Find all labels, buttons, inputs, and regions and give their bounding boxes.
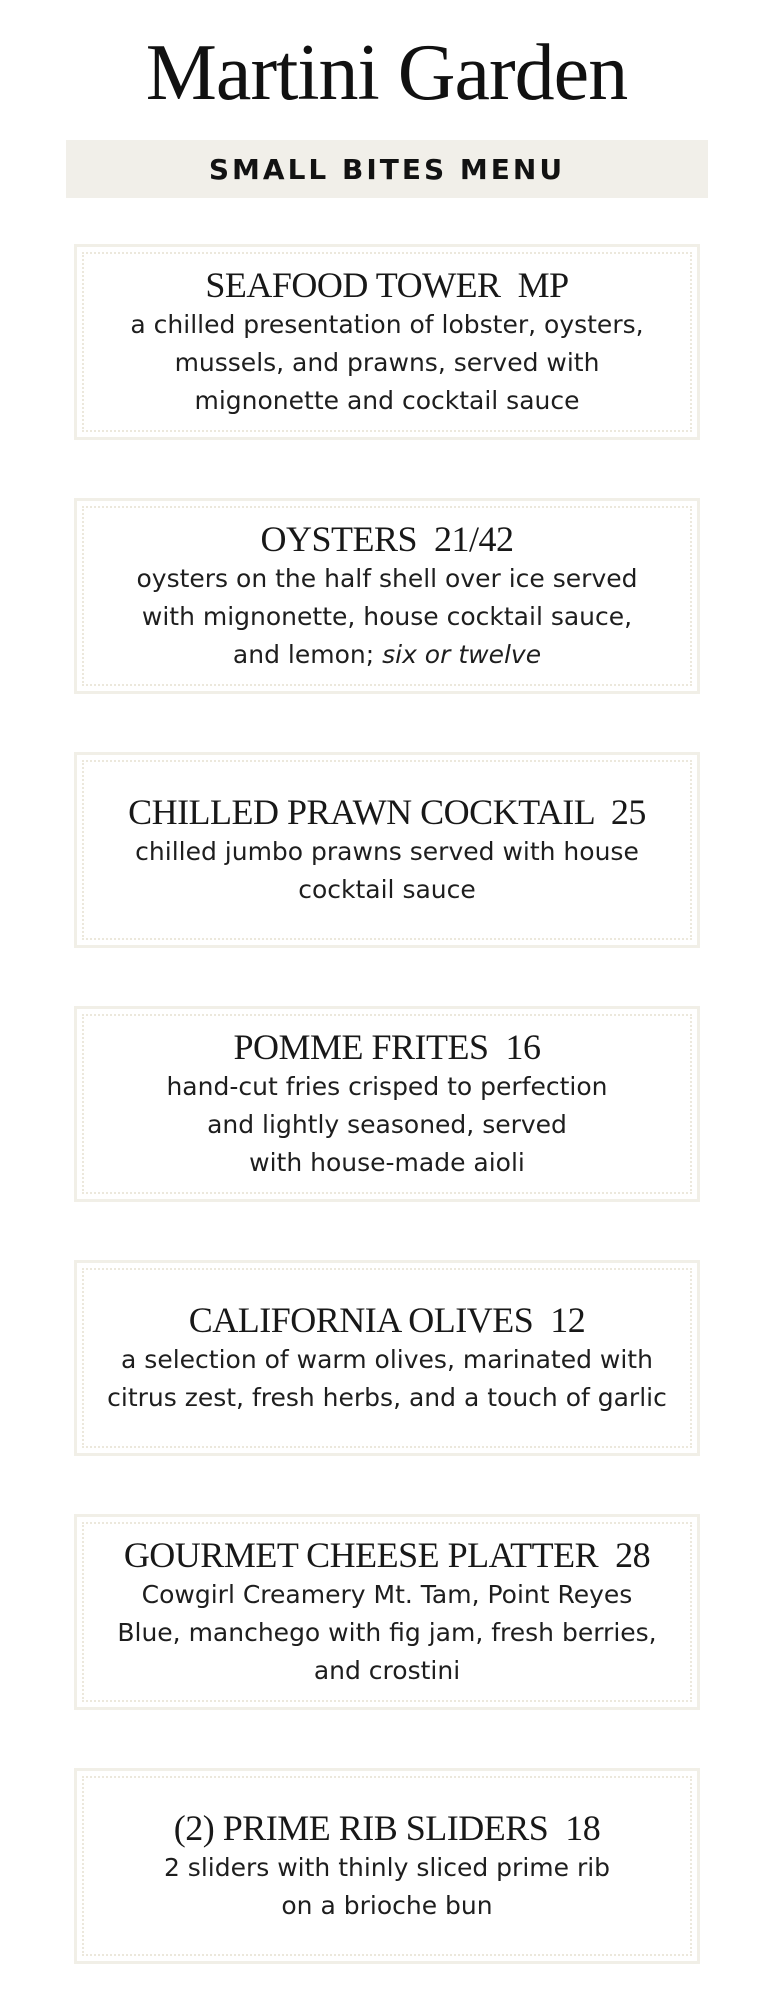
description-line: mussels, and prawns, served with [174,348,600,377]
menu-item-name: POMME FRITES 16 [233,1027,541,1067]
menu-item-frame [82,1014,692,1194]
menu-item-description [92,560,682,674]
description-text: and lemon; [232,640,383,669]
description-line: a chilled presentation of lobster, oysters, [130,310,644,339]
description-line: with house-made aioli [249,1148,525,1177]
menu-item-card [74,1006,700,1202]
menu-item-card [74,498,700,694]
menu-item-description [92,1341,682,1417]
description-line: cocktail sauce [298,875,476,904]
menu-item-frame [82,252,692,432]
menu-item-name: CALIFORNIA OLIVES 12 [188,1300,586,1340]
menu-item-frame [82,1522,692,1702]
menu-item-name: OYSTERS 21/42 [260,519,514,559]
menu-item-card [74,752,700,948]
menu-subtitle: SMALL BITES MENU [208,152,566,186]
description-line: mignonette and cocktail sauce [194,386,580,415]
description-line-last [92,636,682,674]
description-line: Blue, manchego with fig jam, fresh berries, [117,1618,657,1647]
description-line: hand-cut fries crisped to perfection [166,1072,608,1101]
description-line: oysters on the half shell over ice served [136,564,638,593]
description-italic-note: six or twelve [382,640,542,669]
menu-item-card [74,1260,700,1456]
menu-item-card [74,1514,700,1710]
menu-item-frame [82,506,692,686]
menu-item-frame [82,1776,692,1956]
menu-item-frame [82,760,692,940]
menu-item-description [92,306,682,420]
menu-item-frame [82,1268,692,1448]
description-line: chilled jumbo prawns served with house [135,837,639,866]
description-line: with mignonette, house cocktail sauce, [141,602,633,631]
description-line: and lightly seasoned, served [207,1110,567,1139]
menu-item-name: CHILLED PRAWN COCKTAIL 25 [128,792,646,832]
description-line: and crostini [313,1656,461,1685]
menu-item-description [92,1849,682,1925]
description-line: Cowgirl Creamery Mt. Tam, Point Reyes [141,1580,633,1609]
menu-item-description [92,833,682,909]
description-line: on a brioche bun [281,1891,493,1920]
menu-item-description [92,1068,682,1182]
description-line: a selection of warm olives, marinated with [121,1345,653,1374]
subtitle-banner [66,140,708,198]
menu-item-description [92,1576,682,1690]
menu-item-name: (2) PRIME RIB SLIDERS 18 [173,1808,601,1848]
menu-title: Martini Garden [145,29,628,117]
menu-item-name: SEAFOOD TOWER MP [205,265,569,305]
menu-item-name: GOURMET CHEESE PLATTER 28 [123,1535,651,1575]
menu-item-card [74,244,700,440]
description-line: citrus zest, fresh herbs, and a touch of garlic [107,1383,667,1412]
menu-item-card [74,1768,700,1964]
description-line: 2 sliders with thinly sliced prime rib [163,1853,611,1882]
